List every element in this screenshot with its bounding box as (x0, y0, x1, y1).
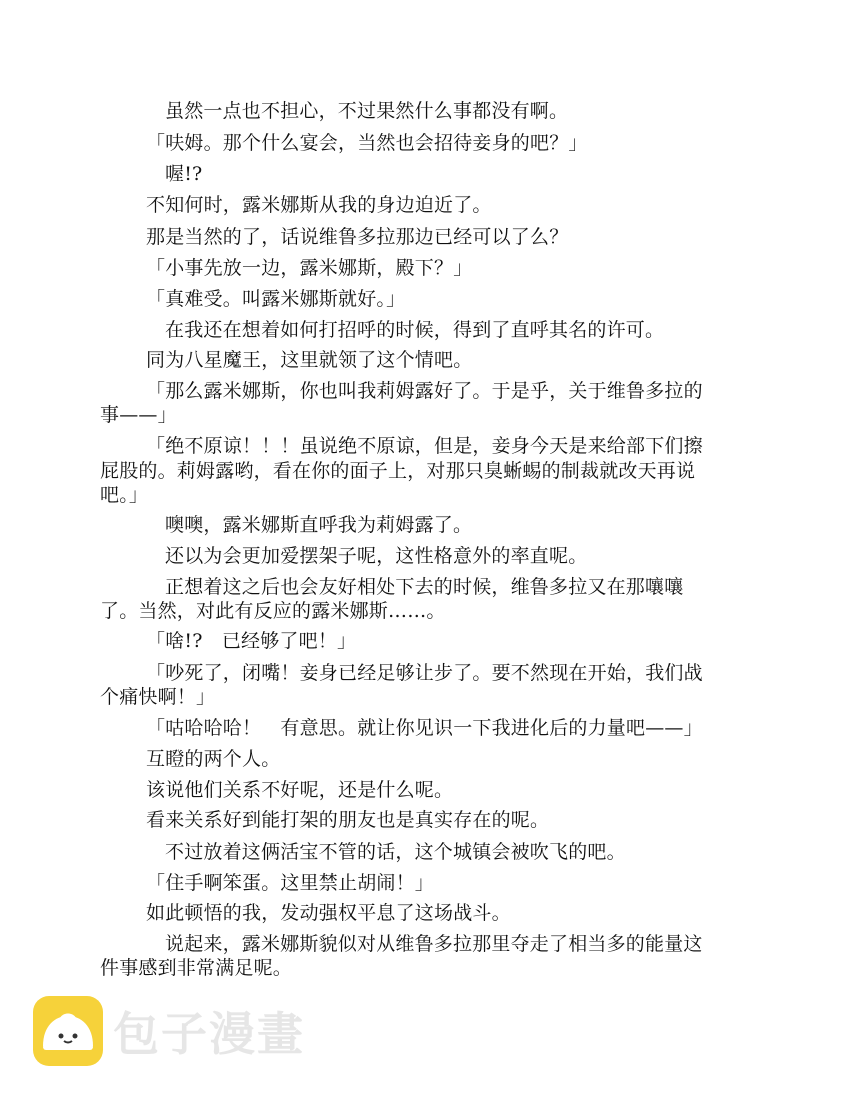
text-line: 正想着这之后也会友好相处下去的时候，维鲁多拉又在那嚷嚷 (165, 576, 684, 598)
text-line: 看来关系好到能打架的朋友也是真实存在的呢。 (146, 809, 550, 831)
text-line: 「绝不原谅！！！虽说绝不原谅，但是，妾身今天是来给部下们擦 (146, 435, 703, 457)
text-line: 不知何时，露米娜斯从我的身边迫近了。 (146, 194, 492, 216)
text-line: 噢噢，露米娜斯直呼我为莉姆露了。 (165, 514, 473, 536)
text-line: 不过放着这俩活宝不管的话，这个城镇会被吹飞的吧。 (165, 841, 626, 863)
text-line: 「住手啊笨蛋。这里禁止胡闹！」 (146, 872, 435, 894)
watermark-text: 包子漫畫 (113, 1007, 305, 1061)
text-line: 如此顿悟的我，发动强权平息了这场战斗。 (146, 902, 511, 924)
text-line: 说起来，露米娜斯貌似对从维鲁多拉那里夺走了相当多的能量这 (165, 933, 703, 955)
bun-logo-icon (33, 996, 103, 1066)
text-line: 个痛快啊！」 (100, 686, 216, 708)
text-line: 「吵死了，闭嘴！妾身已经足够让步了。要不然现在开始，我们战 (146, 662, 703, 684)
text-line: 「咕哈哈哈！ 有意思。就让你见识一下我进化后的力量吧——」 (146, 717, 703, 739)
text-line: 那是当然的了，话说维鲁多拉那边已经可以了么？ (146, 226, 569, 248)
text-line: 事——」 (100, 404, 177, 426)
text-line: 了。当然，对此有反应的露米娜斯……。 (100, 600, 446, 622)
text-line: 还以为会更加爱摆架子呢，这性格意外的率直呢。 (165, 545, 588, 567)
text-line: 同为八星魔王，这里就领了这个情吧。 (146, 349, 473, 371)
text-line: 屁股的。莉姆露哟，看在你的面子上，对那只臭蜥蜴的制裁就改天再说 (100, 460, 696, 482)
text-line: 在我还在想着如何打招呼的时候，得到了直呼其名的许可。 (165, 319, 665, 341)
text-line: 喔!? (165, 163, 203, 185)
text-line: 该说他们关系不好呢，还是什么呢。 (146, 779, 454, 801)
text-line: 「呋姆。那个什么宴会，当然也会招待妾身的吧？」 (146, 132, 588, 154)
text-line: 「啥!? 已经够了吧！」 (146, 630, 357, 652)
text-line: 互瞪的两个人。 (146, 748, 281, 770)
text-line: 「那么露米娜斯，你也叫我莉姆露好了。于是乎，关于维鲁多拉的 (146, 380, 703, 402)
text-line: 件事感到非常满足呢。 (100, 957, 293, 979)
watermark (33, 996, 305, 1066)
text-line: 虽然一点也不担心，不过果然什么事都没有啊。 (165, 100, 569, 122)
text-line: 吧。」 (100, 484, 149, 506)
text-line: 「小事先放一边，露米娜斯，殿下？」 (146, 257, 473, 279)
text-line: 「真难受。叫露米娜斯就好。」 (146, 288, 406, 310)
